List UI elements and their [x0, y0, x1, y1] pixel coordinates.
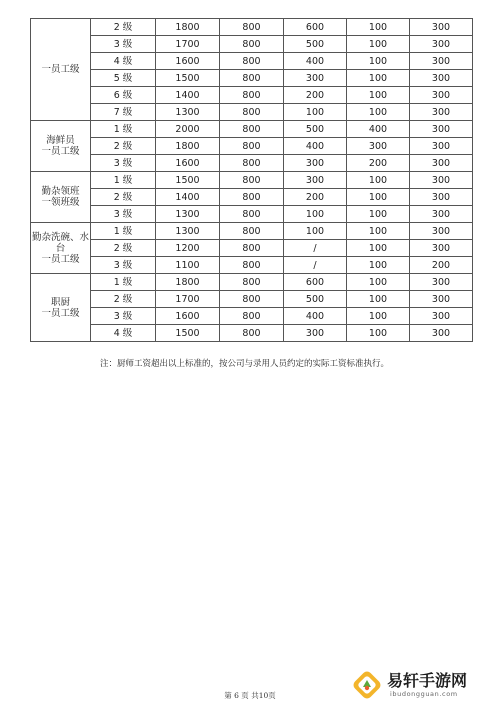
table-row	[31, 19, 473, 36]
page-footer: 第 6 页 共10页	[224, 691, 276, 700]
role-line: 一员工级	[41, 307, 80, 319]
role-line: 勤杂洗碗、水	[31, 231, 89, 243]
amount-cell: 400	[284, 53, 347, 70]
table-row	[31, 206, 473, 223]
table-row	[31, 223, 473, 240]
table-row	[31, 291, 473, 308]
amount-cell: 800	[220, 19, 284, 36]
salary-table-body	[31, 19, 473, 342]
diamond-logo-icon	[350, 668, 384, 702]
role-line: 一员工级	[41, 64, 80, 75]
amount-cell: 800	[220, 308, 284, 325]
amount-cell: 100	[347, 274, 410, 291]
grade-cell: 4 级	[91, 325, 156, 342]
amount-cell: 300	[410, 104, 473, 121]
role-line: 一员工级	[41, 146, 80, 157]
grade-cell: 2 级	[91, 19, 156, 36]
role-line: 一领班级	[41, 197, 80, 208]
grade-cell: 2 级	[91, 189, 156, 206]
amount-cell: 200	[284, 87, 347, 104]
grade-cell: 6 级	[91, 87, 156, 104]
amount-cell: 400	[347, 121, 410, 138]
amount-cell: 100	[347, 19, 410, 36]
table-note: 注：厨师工资超出以上标准的，按公司与录用人员约定的实际工资标准执行。	[100, 359, 390, 369]
table-row	[31, 121, 473, 138]
grade-cell: 3 级	[91, 206, 156, 223]
table-row	[31, 70, 473, 87]
amount-cell: 300	[347, 138, 410, 155]
amount-cell: 100	[347, 223, 410, 240]
amount-cell: 100	[347, 240, 410, 257]
amount-cell: 300	[284, 70, 347, 87]
amount-cell: 300	[284, 172, 347, 189]
amount-cell: 800	[220, 121, 284, 138]
grade-cell: 3 级	[91, 257, 156, 274]
amount-cell: /	[284, 240, 347, 257]
amount-cell: 300	[410, 240, 473, 257]
amount-cell: 500	[284, 121, 347, 138]
amount-cell: 300	[410, 121, 473, 138]
amount-cell: 1100	[156, 257, 220, 274]
role-cell	[31, 19, 91, 121]
table-row	[31, 240, 473, 257]
role-line: 职厨	[50, 296, 70, 308]
site-watermark	[350, 666, 500, 706]
table-row	[31, 36, 473, 53]
grade-cell: 1 级	[91, 121, 156, 138]
amount-cell: 100	[284, 206, 347, 223]
amount-cell: /	[284, 257, 347, 274]
table-row	[31, 257, 473, 274]
amount-cell: 800	[220, 291, 284, 308]
grade-cell: 1 级	[91, 172, 156, 189]
amount-cell: 300	[410, 138, 473, 155]
amount-cell: 800	[220, 206, 284, 223]
table-row	[31, 308, 473, 325]
amount-cell: 300	[410, 19, 473, 36]
table-row	[31, 53, 473, 70]
role-cell	[31, 274, 91, 342]
amount-cell: 300	[410, 36, 473, 53]
watermark-site-url: ibudongguan.com	[390, 690, 458, 698]
amount-cell: 100	[347, 325, 410, 342]
amount-cell: 1800	[156, 19, 220, 36]
amount-cell: 300	[284, 155, 347, 172]
grade-cell: 2 级	[91, 138, 156, 155]
amount-cell: 400	[284, 138, 347, 155]
amount-cell: 200	[284, 189, 347, 206]
amount-cell: 100	[347, 172, 410, 189]
amount-cell: 300	[284, 325, 347, 342]
amount-cell: 800	[220, 240, 284, 257]
amount-cell: 800	[220, 325, 284, 342]
amount-cell: 300	[410, 308, 473, 325]
amount-cell: 800	[220, 36, 284, 53]
amount-cell: 800	[220, 70, 284, 87]
amount-cell: 200	[347, 155, 410, 172]
table-row	[31, 172, 473, 189]
amount-cell: 300	[410, 189, 473, 206]
amount-cell: 1300	[156, 104, 220, 121]
amount-cell: 300	[410, 291, 473, 308]
grade-cell: 4 级	[91, 53, 156, 70]
amount-cell: 100	[284, 223, 347, 240]
amount-cell: 300	[410, 325, 473, 342]
table-row	[31, 87, 473, 104]
amount-cell: 1400	[156, 189, 220, 206]
amount-cell: 1200	[156, 240, 220, 257]
grade-cell: 2 级	[91, 291, 156, 308]
grade-cell: 7 级	[91, 104, 156, 121]
amount-cell: 800	[220, 87, 284, 104]
amount-cell: 2000	[156, 121, 220, 138]
amount-cell: 200	[410, 257, 473, 274]
amount-cell: 1600	[156, 308, 220, 325]
amount-cell: 100	[347, 291, 410, 308]
amount-cell: 100	[347, 87, 410, 104]
amount-cell: 1500	[156, 70, 220, 87]
amount-cell: 800	[220, 189, 284, 206]
role-cell	[31, 223, 91, 274]
amount-cell: 600	[284, 19, 347, 36]
amount-cell: 800	[220, 223, 284, 240]
amount-cell: 400	[284, 308, 347, 325]
amount-cell: 100	[347, 104, 410, 121]
amount-cell: 800	[220, 257, 284, 274]
watermark-site-name: 易轩手游网	[387, 671, 468, 690]
amount-cell: 600	[284, 274, 347, 291]
amount-cell: 100	[347, 257, 410, 274]
amount-cell: 500	[284, 36, 347, 53]
amount-cell: 800	[220, 274, 284, 291]
amount-cell: 800	[220, 53, 284, 70]
amount-cell: 800	[220, 172, 284, 189]
grade-cell: 3 级	[91, 36, 156, 53]
amount-cell: 100	[347, 53, 410, 70]
amount-cell: 100	[347, 206, 410, 223]
amount-cell: 1300	[156, 223, 220, 240]
amount-cell: 1500	[156, 172, 220, 189]
role-line: 台	[55, 242, 66, 254]
amount-cell: 1700	[156, 291, 220, 308]
amount-cell: 800	[220, 104, 284, 121]
amount-cell: 300	[410, 206, 473, 223]
amount-cell: 1500	[156, 325, 220, 342]
grade-cell: 1 级	[91, 274, 156, 291]
amount-cell: 300	[410, 172, 473, 189]
salary-table	[30, 18, 473, 342]
table-row	[31, 138, 473, 155]
amount-cell: 100	[284, 104, 347, 121]
amount-cell: 100	[347, 308, 410, 325]
amount-cell: 1600	[156, 53, 220, 70]
amount-cell: 800	[220, 155, 284, 172]
grade-cell: 1 级	[91, 223, 156, 240]
table-row	[31, 325, 473, 342]
grade-cell: 2 级	[91, 240, 156, 257]
role-line: 海鲜员	[46, 135, 75, 146]
amount-cell: 300	[410, 223, 473, 240]
amount-cell: 300	[410, 70, 473, 87]
amount-cell: 1600	[156, 155, 220, 172]
amount-cell: 1800	[156, 138, 220, 155]
role-line: 勤杂领班	[41, 186, 80, 197]
amount-cell: 300	[410, 274, 473, 291]
table-row	[31, 155, 473, 172]
amount-cell: 100	[347, 70, 410, 87]
role-cell	[31, 172, 91, 223]
grade-cell: 5 级	[91, 70, 156, 87]
table-row	[31, 189, 473, 206]
amount-cell: 100	[347, 36, 410, 53]
role-line: 一员工级	[41, 253, 80, 265]
amount-cell: 300	[410, 155, 473, 172]
amount-cell: 1300	[156, 206, 220, 223]
grade-cell: 3 级	[91, 155, 156, 172]
amount-cell: 1800	[156, 274, 220, 291]
table-row	[31, 104, 473, 121]
amount-cell: 500	[284, 291, 347, 308]
amount-cell: 300	[410, 53, 473, 70]
grade-cell: 3 级	[91, 308, 156, 325]
amount-cell: 1400	[156, 87, 220, 104]
amount-cell: 800	[220, 138, 284, 155]
amount-cell: 1700	[156, 36, 220, 53]
table-row	[31, 274, 473, 291]
amount-cell: 100	[347, 189, 410, 206]
amount-cell: 300	[410, 87, 473, 104]
role-cell	[31, 121, 91, 172]
